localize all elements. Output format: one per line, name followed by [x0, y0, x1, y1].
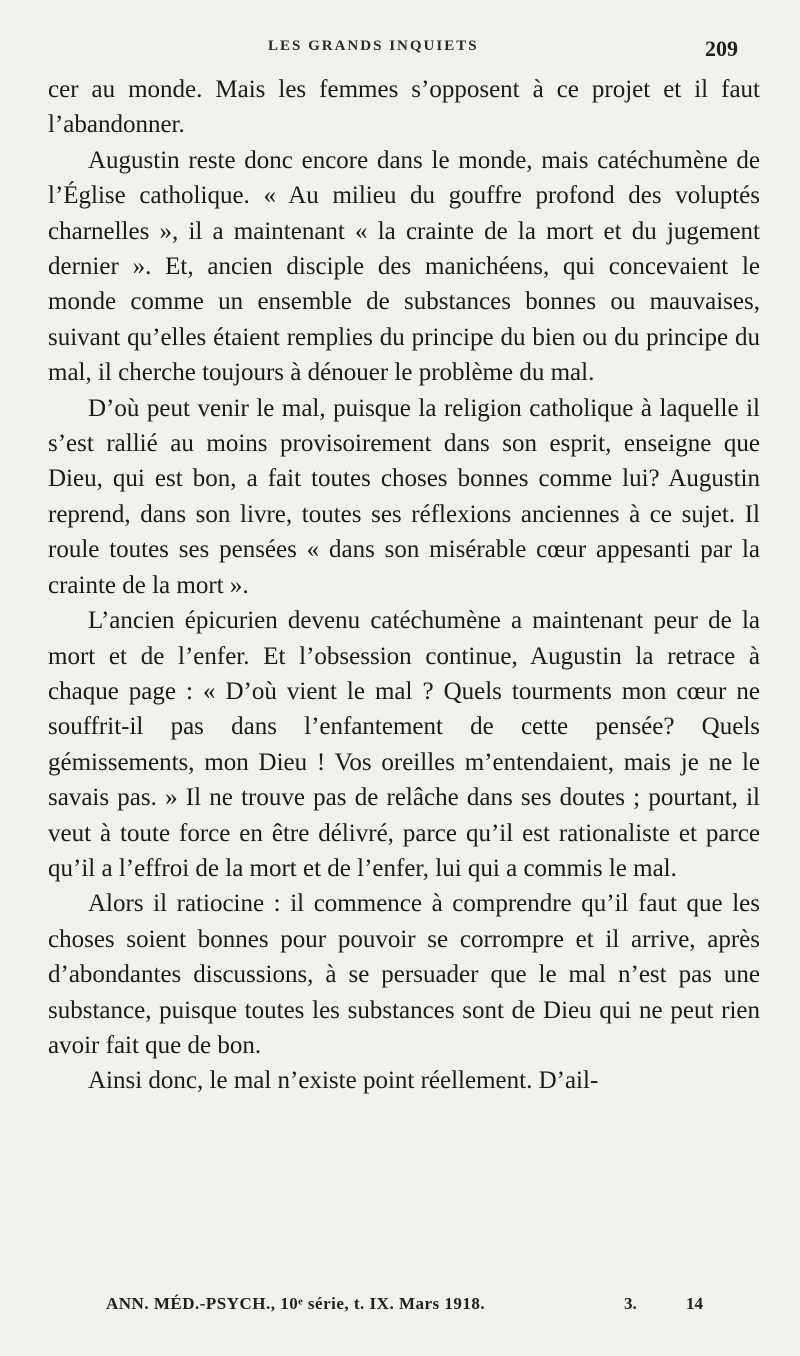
running-title: LES GRANDS INQUIETS: [268, 38, 479, 54]
paragraph: L’ancien épicurien devenu catéchumène a maintenant peur de la mort et de l’enfer. Et l’obsession continue, Augustin la retrace à chaque page : « D’où vient le mal ? Quels tourments mon cœur ne souffrit-il pas dans l’enfantement de cette pensée? Quels gémissements, mon Dieu ! Vos oreilles m’entendaient, mais je ne le savais pas. » Il ne trouve pas de relâche dans ses doutes ; pourtant, il veut à toute force en être délivré, parce qu’il est rationaliste et parce qu’il a l’effroi de la mort et de l’enfer, lui qui a commis le mal.: [48, 607, 760, 882]
paragraph: Ainsi donc, le mal n’existe point réellement. D’ail-: [88, 1067, 599, 1095]
page-number: 209: [705, 36, 738, 61]
page-footer: [0, 1294, 800, 1324]
body-text: [48, 72, 760, 1099]
paragraph: Alors il ratiocine : il commence à comprendre qu’il faut que les choses soient bonnes pour pouvoir se corrompre et il arrive, après d’abondantes discussions, à se persuader que le mal n’est pas une substance, puisque toutes les substances sont de Dieu qui ne peut rien avoir fait que de bon.: [48, 890, 760, 1059]
signature-mark: 3.: [624, 1294, 637, 1313]
running-head: [0, 36, 800, 66]
paragraph: D’où peut venir le mal, puisque la religion catholique à laquelle il s’est rallié au moins provisoirement dans son esprit, enseigne que Dieu, qui est bon, a fait toutes choses bonnes comme lui? Augustin reprend, dans son livre, toutes ses réflexions anciennes à ce sujet. Il roule toutes ses pensées « dans son misérable cœur appesanti par la crainte de la mort ».: [48, 394, 760, 599]
paragraph: cer au monde. Mais les femmes s’opposent à ce projet et il faut l’abandonner.: [48, 76, 760, 139]
journal-citation: ANN. MÉD.-PSYCH., 10ᵉ série, t. IX. Mars 1918.: [106, 1294, 486, 1313]
paragraph: Augustin reste donc encore dans le monde, mais catéchumène de l’Église catholique. « Au milieu du gouffre profond des voluptés charnelles », il a maintenant « la crainte de la mort et du jugement dernier ». Et, ancien disciple des manichéens, qui concevaient le monde comme un ensemble de substances bonnes ou mauvaises, suivant qu’elles étaient remplies du principe du bien ou du principe du mal, il cherche toujours à dénouer le problème du mal.: [48, 146, 760, 387]
sheet-number: 14: [686, 1294, 703, 1313]
